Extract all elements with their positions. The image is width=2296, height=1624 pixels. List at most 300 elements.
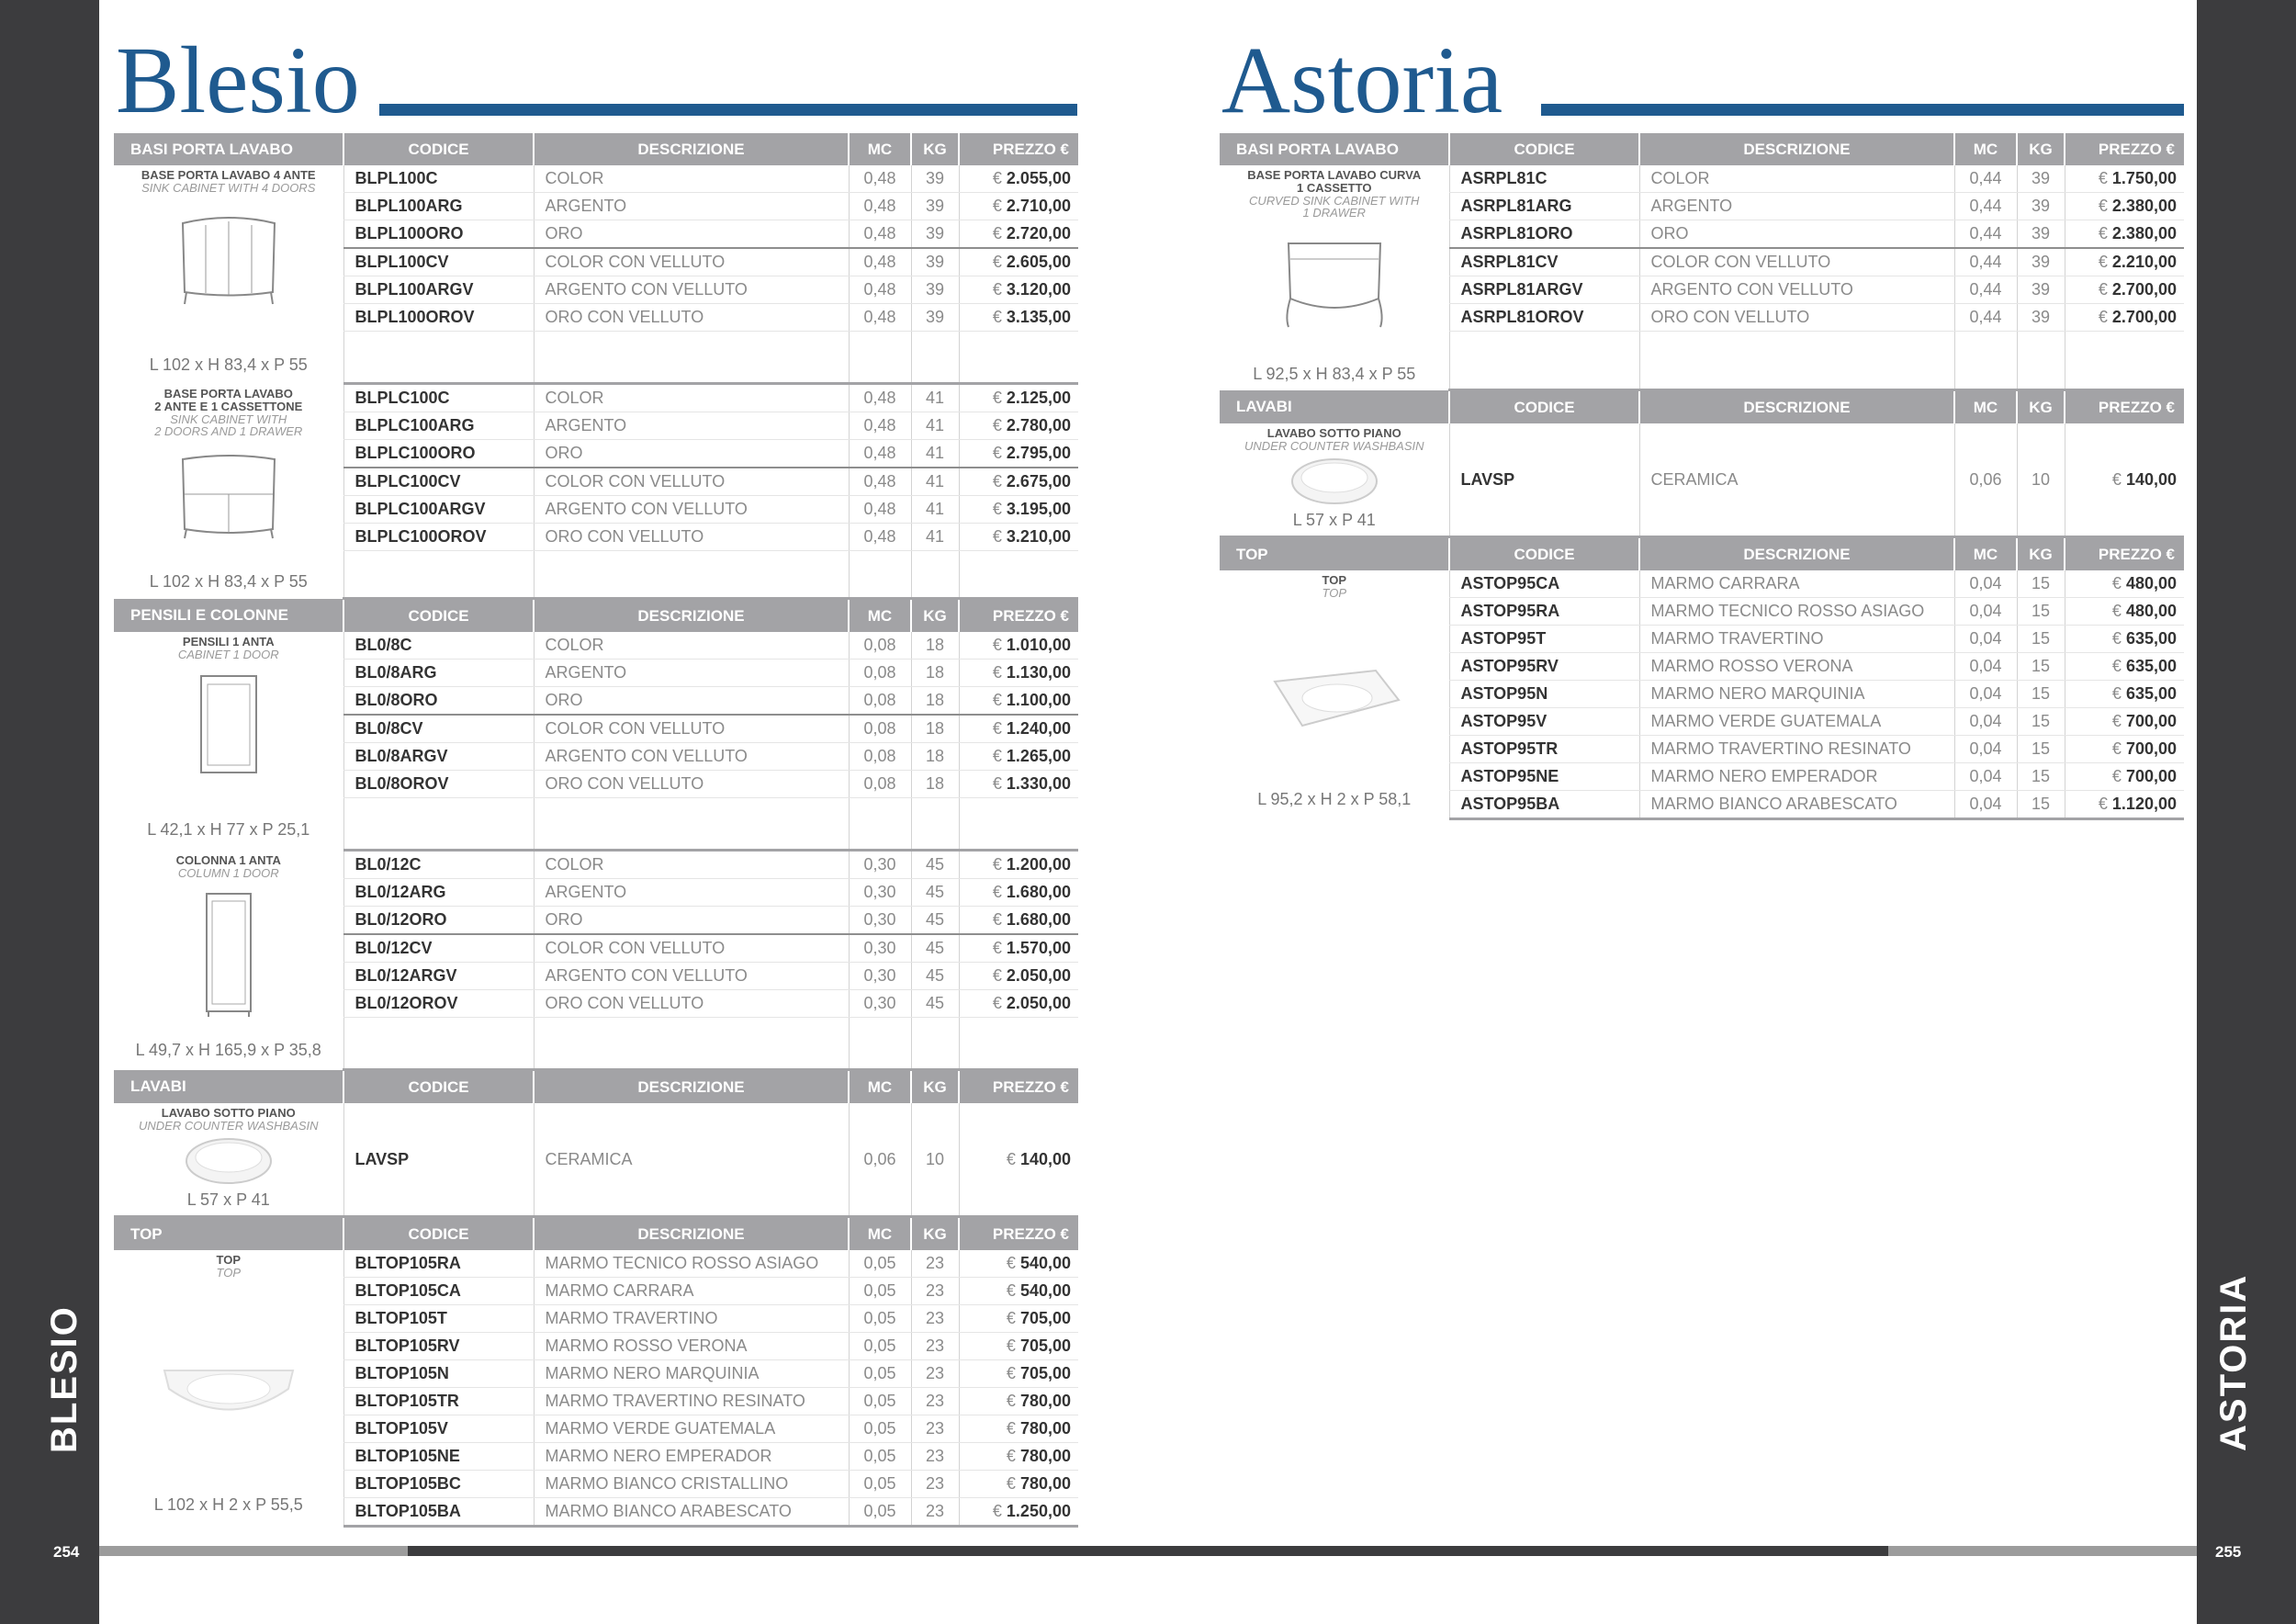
price-value: 635,00 <box>2125 629 2177 648</box>
col-header-mc: MC <box>1954 390 2017 424</box>
currency-symbol: € <box>1006 1281 1016 1300</box>
currency-symbol: € <box>992 663 1002 682</box>
product-kg: 18 <box>911 743 959 771</box>
product-code: BLTOP105NE <box>343 1443 534 1471</box>
product-description: MARMO BIANCO ARABESCATO <box>534 1498 849 1527</box>
currency-symbol: € <box>2098 253 2108 271</box>
section-header: BASI PORTA LAVABO <box>1220 133 1449 165</box>
product-mc: 0,44 <box>1954 276 2017 304</box>
product-description: ORO CON VELLUTO <box>534 990 849 1018</box>
product-cell <box>1220 423 1449 537</box>
product-kg: 39 <box>911 193 959 220</box>
product-mc: 0,05 <box>849 1305 911 1333</box>
section-header-row <box>1220 390 2184 424</box>
currency-symbol: € <box>2111 469 2122 489</box>
currency-symbol: € <box>1006 1364 1016 1382</box>
product-dimensions: L 102 x H 83,4 x P 55 <box>149 571 308 591</box>
product-mc: 0,48 <box>849 276 911 304</box>
product-code: LAVSP <box>343 1103 534 1217</box>
product-code: BLTOP105N <box>343 1360 534 1388</box>
price-value: 540,00 <box>1019 1281 1071 1300</box>
product-kg: 18 <box>911 715 959 743</box>
product-kg: 23 <box>911 1498 959 1527</box>
product-description: COLOR CON VELLUTO <box>534 468 849 496</box>
price-value: 705,00 <box>1019 1336 1071 1355</box>
product-price <box>2065 598 2184 626</box>
product-code: BLTOP105RA <box>343 1250 534 1278</box>
product-code: BLPLC100ARGV <box>343 496 534 524</box>
price-value: 3.135,00 <box>1006 308 1071 326</box>
product-price <box>959 248 1078 276</box>
price-value: 2.795,00 <box>1006 444 1071 462</box>
product-kg: 23 <box>911 1333 959 1360</box>
price-value: 2.125,00 <box>1006 389 1071 407</box>
product-code: ASRPL81C <box>1449 165 1639 193</box>
section-header-row <box>114 599 1078 633</box>
col-header-codice: CODICE <box>1449 390 1639 424</box>
price-value: 3.210,00 <box>1006 527 1071 546</box>
product-kg: 39 <box>911 220 959 249</box>
product-mc: 0,04 <box>1954 626 2017 653</box>
price-value: 1.750,00 <box>2111 169 2177 187</box>
price-value: 2.380,00 <box>2111 197 2177 215</box>
product-price <box>959 743 1078 771</box>
product-mc: 0,48 <box>849 384 911 412</box>
product-price <box>959 851 1078 879</box>
price-value: 780,00 <box>1019 1447 1071 1465</box>
product-code: BL0/12CV <box>343 934 534 963</box>
product-code: ASRPL81CV <box>1449 248 1639 276</box>
product-code: BLTOP105V <box>343 1415 534 1443</box>
product-kg: 39 <box>2017 276 2065 304</box>
product-code: ASTOP95CA <box>1449 570 1639 598</box>
product-name-en-line2: 1 DRAWER <box>1302 206 1366 220</box>
product-code: ASTOP95TR <box>1449 736 1639 763</box>
product-price <box>2065 708 2184 736</box>
product-dimensions: L 102 x H 83,4 x P 55 <box>149 355 308 374</box>
product-price <box>959 1498 1078 1527</box>
product-mc: 0,05 <box>849 1333 911 1360</box>
product-code: BL0/12ARGV <box>343 963 534 990</box>
product-kg: 39 <box>2017 165 2065 193</box>
product-kg: 41 <box>911 412 959 440</box>
product-price <box>959 687 1078 716</box>
currency-symbol: € <box>2098 197 2108 215</box>
product-name-line2: 1 CASSETTO <box>1297 181 1372 195</box>
product-mc: 0,04 <box>1954 653 2017 681</box>
product-description: ORO CON VELLUTO <box>534 524 849 551</box>
product-code: ASTOP95RV <box>1449 653 1639 681</box>
product-kg: 15 <box>2017 681 2065 708</box>
product-price <box>2065 626 2184 653</box>
price-value: 2.210,00 <box>2111 253 2177 271</box>
product-code: BL0/8OROV <box>343 771 534 798</box>
product-kg: 45 <box>911 934 959 963</box>
col-header-kg: KG <box>2017 390 2065 424</box>
product-name-en: CURVED SINK CABINET WITH <box>1249 194 1420 208</box>
currency-symbol: € <box>992 747 1002 765</box>
product-name-en: UNDER COUNTER WASHBASIN <box>1244 439 1424 453</box>
product-kg: 41 <box>911 440 959 468</box>
product-kg: 41 <box>911 496 959 524</box>
product-mc: 0,44 <box>1954 248 2017 276</box>
product-mc: 0,05 <box>849 1471 911 1498</box>
price-value: 2.700,00 <box>2111 308 2177 326</box>
wall-cabinet-drawing <box>197 671 261 777</box>
product-cell <box>114 165 343 384</box>
product-mc: 0,04 <box>1954 791 2017 819</box>
product-code: BLPLC100CV <box>343 468 534 496</box>
product-name: TOP <box>1322 573 1346 587</box>
currency-symbol: € <box>992 224 1002 242</box>
currency-symbol: € <box>992 308 1002 326</box>
product-dimensions: L 49,7 x H 165,9 x P 35,8 <box>135 1040 321 1059</box>
product-mc: 0,48 <box>849 468 911 496</box>
price-value: 2.700,00 <box>2111 280 2177 299</box>
product-kg: 15 <box>2017 763 2065 791</box>
product-price <box>959 276 1078 304</box>
product-mc: 0,08 <box>849 660 911 687</box>
product-mc: 0,44 <box>1954 304 2017 332</box>
product-price <box>959 220 1078 249</box>
product-description: COLOR CON VELLUTO <box>534 248 849 276</box>
currency-symbol: € <box>2111 574 2122 592</box>
product-code: ASTOP95N <box>1449 681 1639 708</box>
product-price <box>959 1333 1078 1360</box>
product-price <box>2065 193 2184 220</box>
currency-symbol: € <box>992 444 1002 462</box>
column-cabinet-drawing <box>201 890 256 1019</box>
product-price <box>959 384 1078 412</box>
product-description: COLOR <box>534 165 849 193</box>
currency-symbol: € <box>992 253 1002 271</box>
product-mc: 0,04 <box>1954 598 2017 626</box>
currency-symbol: € <box>2098 280 2108 299</box>
product-price <box>2065 763 2184 791</box>
product-mc: 0,04 <box>1954 736 2017 763</box>
product-description: MARMO BIANCO CRISTALLINO <box>534 1471 849 1498</box>
price-value: 540,00 <box>1019 1254 1071 1272</box>
product-price <box>959 440 1078 468</box>
currency-symbol: € <box>992 691 1002 709</box>
product-price <box>959 1471 1078 1498</box>
product-description: MARMO TRAVERTINO RESINATO <box>1639 736 1954 763</box>
price-value: 3.195,00 <box>1006 500 1071 518</box>
product-code: BLPLC100ORO <box>343 440 534 468</box>
product-description: ARGENTO CON VELLUTO <box>534 276 849 304</box>
price-value: 1.265,00 <box>1006 747 1071 765</box>
product-description: MARMO VERDE GUATEMALA <box>1639 708 1954 736</box>
product-description: COLOR <box>1639 165 1954 193</box>
product-kg: 39 <box>2017 248 2065 276</box>
product-name-line2: 2 ANTE E 1 CASSETTONE <box>154 399 303 413</box>
product-description: COLOR <box>534 384 849 412</box>
product-price <box>959 990 1078 1018</box>
product-description: COLOR CON VELLUTO <box>534 934 849 963</box>
currency-symbol: € <box>2111 712 2122 730</box>
table-row <box>1220 165 2184 193</box>
currency-symbol: € <box>1006 1474 1016 1493</box>
product-kg: 45 <box>911 879 959 907</box>
product-kg: 45 <box>911 990 959 1018</box>
product-description: ARGENTO <box>1639 193 1954 220</box>
price-value: 1.200,00 <box>1006 855 1071 874</box>
currency-symbol: € <box>992 527 1002 546</box>
product-name: TOP <box>216 1253 241 1267</box>
currency-symbol: € <box>992 910 1002 929</box>
product-description: MARMO NERO EMPERADOR <box>1639 763 1954 791</box>
product-description: MARMO TECNICO ROSSO ASIAGO <box>534 1250 849 1278</box>
table-row <box>114 1103 1078 1217</box>
product-dimensions: L 57 x P 41 <box>186 1190 270 1209</box>
product-price <box>959 1103 1078 1217</box>
product-code: ASRPL81OROV <box>1449 304 1639 332</box>
product-kg: 39 <box>2017 220 2065 249</box>
product-description: MARMO TRAVERTINO <box>1639 626 1954 653</box>
section-header-row <box>1220 537 2184 571</box>
product-price <box>2065 165 2184 193</box>
product-code: BLPL100CV <box>343 248 534 276</box>
product-mc: 0,05 <box>849 1415 911 1443</box>
product-mc: 0,05 <box>849 1498 911 1527</box>
sink-cabinet-drawing <box>174 205 284 306</box>
product-mc: 0,30 <box>849 934 911 963</box>
col-header-codice: CODICE <box>343 599 534 633</box>
product-name-en: UNDER COUNTER WASHBASIN <box>138 1119 319 1133</box>
currency-symbol: € <box>992 472 1002 491</box>
product-mc: 0,44 <box>1954 193 2017 220</box>
currency-symbol: € <box>2111 657 2122 675</box>
section-header-row <box>114 1217 1078 1251</box>
currency-symbol: € <box>2098 795 2108 813</box>
product-kg: 15 <box>2017 791 2065 819</box>
price-value: 635,00 <box>2125 657 2177 675</box>
product-name: LAVABO SOTTO PIANO <box>1266 426 1401 440</box>
product-mc: 0,30 <box>849 851 911 879</box>
table-row <box>1220 423 2184 537</box>
product-code: BL0/8C <box>343 632 534 660</box>
product-price <box>959 632 1078 660</box>
product-description: ORO <box>534 687 849 716</box>
product-mc: 0,08 <box>849 771 911 798</box>
col-header-mc: MC <box>849 1070 911 1104</box>
price-value: 480,00 <box>2125 602 2177 620</box>
product-mc: 0,48 <box>849 248 911 276</box>
currency-symbol: € <box>992 416 1002 434</box>
product-price <box>959 165 1078 193</box>
section-header-row <box>114 1070 1078 1104</box>
currency-symbol: € <box>992 636 1002 654</box>
price-value: 2.050,00 <box>1006 966 1071 985</box>
product-mc: 0,48 <box>849 165 911 193</box>
product-code: BL0/8ORO <box>343 687 534 716</box>
price-value: 1.100,00 <box>1006 691 1071 709</box>
col-header-prezzo: PREZZO € <box>959 1070 1078 1104</box>
product-description: ARGENTO CON VELLUTO <box>1639 276 1954 304</box>
footer-bar-center <box>408 1546 1888 1556</box>
col-header-mc: MC <box>849 599 911 633</box>
product-price <box>2065 791 2184 819</box>
product-kg: 45 <box>911 907 959 935</box>
product-description: COLOR CON VELLUTO <box>534 715 849 743</box>
product-code: BL0/12ARG <box>343 879 534 907</box>
product-code: ASTOP95T <box>1449 626 1639 653</box>
col-header-descrizione: DESCRIZIONE <box>1639 390 1954 424</box>
col-header-descrizione: DESCRIZIONE <box>1639 133 1954 165</box>
currency-symbol: € <box>1006 1336 1016 1355</box>
product-kg: 39 <box>911 276 959 304</box>
product-description: MARMO NERO MARQUINIA <box>534 1360 849 1388</box>
price-value: 2.780,00 <box>1006 416 1071 434</box>
price-value: 705,00 <box>1019 1309 1071 1327</box>
product-code: ASRPL81ORO <box>1449 220 1639 249</box>
product-kg: 39 <box>911 165 959 193</box>
top-slab-drawing <box>160 1361 298 1426</box>
col-header-codice: CODICE <box>1449 537 1639 571</box>
product-kg: 41 <box>911 384 959 412</box>
currency-symbol: € <box>1006 1419 1016 1438</box>
table-row <box>1220 570 2184 598</box>
product-price <box>959 1443 1078 1471</box>
product-dimensions: L 102 x H 2 x P 55,5 <box>153 1495 303 1514</box>
product-name-en: COLUMN 1 DOOR <box>177 865 279 880</box>
currency-symbol: € <box>992 389 1002 407</box>
product-mc: 0,48 <box>849 524 911 551</box>
product-code: BLPL100ARG <box>343 193 534 220</box>
product-code: BLPLC100C <box>343 384 534 412</box>
product-description: COLOR <box>534 632 849 660</box>
product-code: BL0/12C <box>343 851 534 879</box>
product-code: ASRPL81ARGV <box>1449 276 1639 304</box>
page-title-blesio: Blesio <box>116 28 360 133</box>
product-description: COLOR <box>534 851 849 879</box>
price-value: 480,00 <box>2125 574 2177 592</box>
price-value: 140,00 <box>2125 469 2177 489</box>
product-description: ORO CON VELLUTO <box>1639 304 1954 332</box>
product-code: BLPL100C <box>343 165 534 193</box>
product-description: ARGENTO <box>534 412 849 440</box>
product-mc: 0,48 <box>849 193 911 220</box>
col-header-mc: MC <box>1954 133 2017 165</box>
col-header-descrizione: DESCRIZIONE <box>534 1070 849 1104</box>
price-value: 780,00 <box>1019 1474 1071 1493</box>
product-mc: 0,04 <box>1954 708 2017 736</box>
product-mc: 0,08 <box>849 632 911 660</box>
currency-symbol: € <box>992 966 1002 985</box>
table-row <box>114 1250 1078 1278</box>
product-description: ORO <box>1639 220 1954 249</box>
product-description: MARMO TRAVERTINO <box>534 1305 849 1333</box>
currency-symbol: € <box>992 1502 1002 1520</box>
product-description: ORO <box>534 440 849 468</box>
product-kg: 15 <box>2017 570 2065 598</box>
product-cell <box>114 384 343 599</box>
product-name-en: TOP <box>216 1266 241 1280</box>
product-description: ORO <box>534 220 849 249</box>
col-header-mc: MC <box>849 1217 911 1251</box>
price-value: 1.570,00 <box>1006 939 1071 957</box>
side-label-astoria: ASTORIA <box>2213 1273 2254 1451</box>
currency-symbol: € <box>1006 1392 1016 1410</box>
blesio-price-table <box>114 133 1078 1528</box>
product-dimensions: L 95,2 x H 2 x P 58,1 <box>1257 790 1412 808</box>
col-header-codice: CODICE <box>343 133 534 165</box>
col-header-codice: CODICE <box>343 1217 534 1251</box>
left-side-bar <box>0 0 99 1624</box>
product-description: ARGENTO <box>534 193 849 220</box>
product-kg: 39 <box>911 304 959 332</box>
astoria-price-table <box>1220 133 2184 820</box>
product-description: ORO <box>534 907 849 935</box>
product-mc: 0,30 <box>849 990 911 1018</box>
washbasin-drawing <box>183 1135 275 1186</box>
product-price <box>959 963 1078 990</box>
product-code: ASRPL81ARG <box>1449 193 1639 220</box>
right-side-bar <box>2197 0 2296 1624</box>
section-header: LAVABI <box>1220 390 1449 424</box>
table-row <box>114 165 1078 193</box>
section-header: LAVABI <box>114 1070 343 1104</box>
product-mc: 0,06 <box>1954 423 2017 537</box>
product-kg: 45 <box>911 963 959 990</box>
section-header-row <box>1220 133 2184 165</box>
currency-symbol: € <box>992 855 1002 874</box>
col-header-descrizione: DESCRIZIONE <box>534 133 849 165</box>
product-cell <box>114 851 343 1070</box>
price-value: 1.120,00 <box>2111 795 2177 813</box>
product-price <box>959 1360 1078 1388</box>
product-kg: 39 <box>911 248 959 276</box>
product-code: BL0/12ORO <box>343 907 534 935</box>
product-price <box>2065 681 2184 708</box>
product-price <box>959 660 1078 687</box>
currency-symbol: € <box>992 169 1002 187</box>
product-cell <box>114 1250 343 1527</box>
product-mc: 0,30 <box>849 907 911 935</box>
product-mc: 0,05 <box>849 1443 911 1471</box>
price-value: 140,00 <box>1019 1149 1071 1168</box>
price-value: 2.710,00 <box>1006 197 1071 215</box>
product-description: MARMO TECNICO ROSSO ASIAGO <box>1639 598 1954 626</box>
product-price <box>2065 570 2184 598</box>
product-price <box>959 1415 1078 1443</box>
product-kg: 45 <box>911 851 959 879</box>
col-header-prezzo: PREZZO € <box>959 1217 1078 1251</box>
product-mc: 0,48 <box>849 220 911 249</box>
price-value: 1.010,00 <box>1006 636 1071 654</box>
currency-symbol: € <box>992 280 1002 299</box>
table-row <box>114 384 1078 412</box>
product-code: ASTOP95V <box>1449 708 1639 736</box>
sink-cabinet-drawer-drawing <box>174 448 284 540</box>
product-name: COLONNA 1 ANTA <box>175 852 281 867</box>
product-cell <box>1220 165 1449 390</box>
currency-symbol: € <box>992 197 1002 215</box>
section-header: TOP <box>114 1217 343 1251</box>
currency-symbol: € <box>1006 1447 1016 1465</box>
page-number-left: 254 <box>53 1543 80 1561</box>
table-row <box>114 851 1078 879</box>
product-code: BLPL100OROV <box>343 304 534 332</box>
price-value: 1.250,00 <box>1006 1502 1071 1520</box>
col-header-codice: CODICE <box>1449 133 1639 165</box>
product-price <box>959 1250 1078 1278</box>
product-price <box>2065 736 2184 763</box>
col-header-mc: MC <box>849 133 911 165</box>
currency-symbol: € <box>2111 767 2122 785</box>
product-name-en: SINK CABINET WITH 4 DOORS <box>141 181 316 195</box>
product-mc: 0,30 <box>849 879 911 907</box>
